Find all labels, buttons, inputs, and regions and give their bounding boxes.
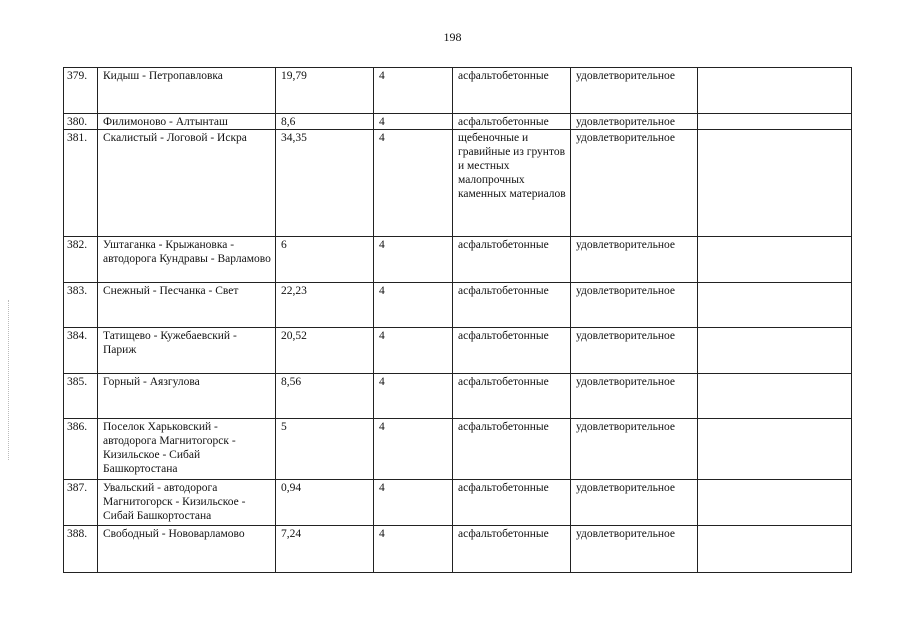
table-row: [64, 480, 852, 526]
condition-cell: удовлетворительное: [571, 130, 698, 237]
condition-cell: удовлетворительное: [571, 526, 698, 573]
surface-type-cell: асфальтобетонные: [453, 419, 571, 480]
road-name-cell: Скалистый - Логовой - Искра: [98, 130, 276, 237]
note-cell: [698, 480, 852, 526]
category-cell: 4: [374, 526, 453, 573]
row-number-cell: 384.: [64, 328, 98, 374]
table-row: [64, 526, 852, 573]
surface-type-cell: асфальтобетонные: [453, 114, 571, 130]
length-cell: 6: [276, 237, 374, 283]
row-number-cell: 387.: [64, 480, 98, 526]
note-cell: [698, 419, 852, 480]
note-cell: [698, 114, 852, 130]
row-number-cell: 388.: [64, 526, 98, 573]
length-cell: 0,94: [276, 480, 374, 526]
road-name-cell: Свободный - Нововарламово: [98, 526, 276, 573]
condition-cell: удовлетворительное: [571, 283, 698, 328]
surface-type-cell: асфальтобетонные: [453, 526, 571, 573]
condition-cell: удовлетворительное: [571, 374, 698, 419]
category-cell: 4: [374, 419, 453, 480]
note-cell: [698, 374, 852, 419]
scan-margin-artifact: [8, 300, 10, 460]
surface-type-cell: асфальтобетонные: [453, 480, 571, 526]
surface-type-cell: асфальтобетонные: [453, 374, 571, 419]
category-cell: 4: [374, 68, 453, 114]
condition-cell: удовлетворительное: [571, 68, 698, 114]
row-number-cell: 379.: [64, 68, 98, 114]
condition-cell: удовлетворительное: [571, 328, 698, 374]
road-name-cell: Уштаганка - Крыжановка - автодорога Кундравы - Варламово: [98, 237, 276, 283]
table-row: [64, 68, 852, 114]
roads-table: [63, 67, 852, 573]
length-cell: 8,56: [276, 374, 374, 419]
table-row: [64, 130, 852, 237]
length-cell: 22,23: [276, 283, 374, 328]
row-number-cell: 385.: [64, 374, 98, 419]
condition-cell: удовлетворительное: [571, 419, 698, 480]
road-name-cell: Увальский - автодорога Магнитогорск - Кизильское - Сибай Башкортостана: [98, 480, 276, 526]
category-cell: 4: [374, 328, 453, 374]
table-row: [64, 283, 852, 328]
condition-cell: удовлетворительное: [571, 237, 698, 283]
category-cell: 4: [374, 237, 453, 283]
category-cell: 4: [374, 480, 453, 526]
length-cell: 19,79: [276, 68, 374, 114]
row-number-cell: 380.: [64, 114, 98, 130]
road-name-cell: Снежный - Песчанка - Свет: [98, 283, 276, 328]
category-cell: 4: [374, 283, 453, 328]
row-number-cell: 383.: [64, 283, 98, 328]
table-row: [64, 328, 852, 374]
length-cell: 20,52: [276, 328, 374, 374]
road-name-cell: Кидыш - Петропавловка: [98, 68, 276, 114]
row-number-cell: 386.: [64, 419, 98, 480]
row-number-cell: 382.: [64, 237, 98, 283]
table-row: [64, 419, 852, 480]
category-cell: 4: [374, 374, 453, 419]
surface-type-cell: асфальтобетонные: [453, 283, 571, 328]
category-cell: 4: [374, 130, 453, 237]
surface-type-cell: асфальтобетонные: [453, 68, 571, 114]
surface-type-cell: щебеночные и гравийные из грунтов и местных малопрочных каменных материалов: [453, 130, 571, 237]
roads-table-container: [63, 67, 851, 573]
condition-cell: удовлетворительное: [571, 114, 698, 130]
roads-table-body: [64, 68, 852, 573]
length-cell: 34,35: [276, 130, 374, 237]
length-cell: 5: [276, 419, 374, 480]
note-cell: [698, 237, 852, 283]
note-cell: [698, 68, 852, 114]
table-row: [64, 374, 852, 419]
surface-type-cell: асфальтобетонные: [453, 328, 571, 374]
length-cell: 7,24: [276, 526, 374, 573]
road-name-cell: Татищево - Кужебаевский - Париж: [98, 328, 276, 374]
page-number: 198: [443, 30, 462, 44]
length-cell: 8,6: [276, 114, 374, 130]
note-cell: [698, 328, 852, 374]
table-row: [64, 237, 852, 283]
road-name-cell: Поселок Харьковский - автодорога Магнитогорск - Кизильское - Сибай Башкортостана: [98, 419, 276, 480]
road-name-cell: Филимоново - Алтынташ: [98, 114, 276, 130]
note-cell: [698, 283, 852, 328]
note-cell: [698, 526, 852, 573]
condition-cell: удовлетворительное: [571, 480, 698, 526]
row-number-cell: 381.: [64, 130, 98, 237]
table-row: [64, 114, 852, 130]
road-name-cell: Горный - Аязгулова: [98, 374, 276, 419]
category-cell: 4: [374, 114, 453, 130]
surface-type-cell: асфальтобетонные: [453, 237, 571, 283]
note-cell: [698, 130, 852, 237]
